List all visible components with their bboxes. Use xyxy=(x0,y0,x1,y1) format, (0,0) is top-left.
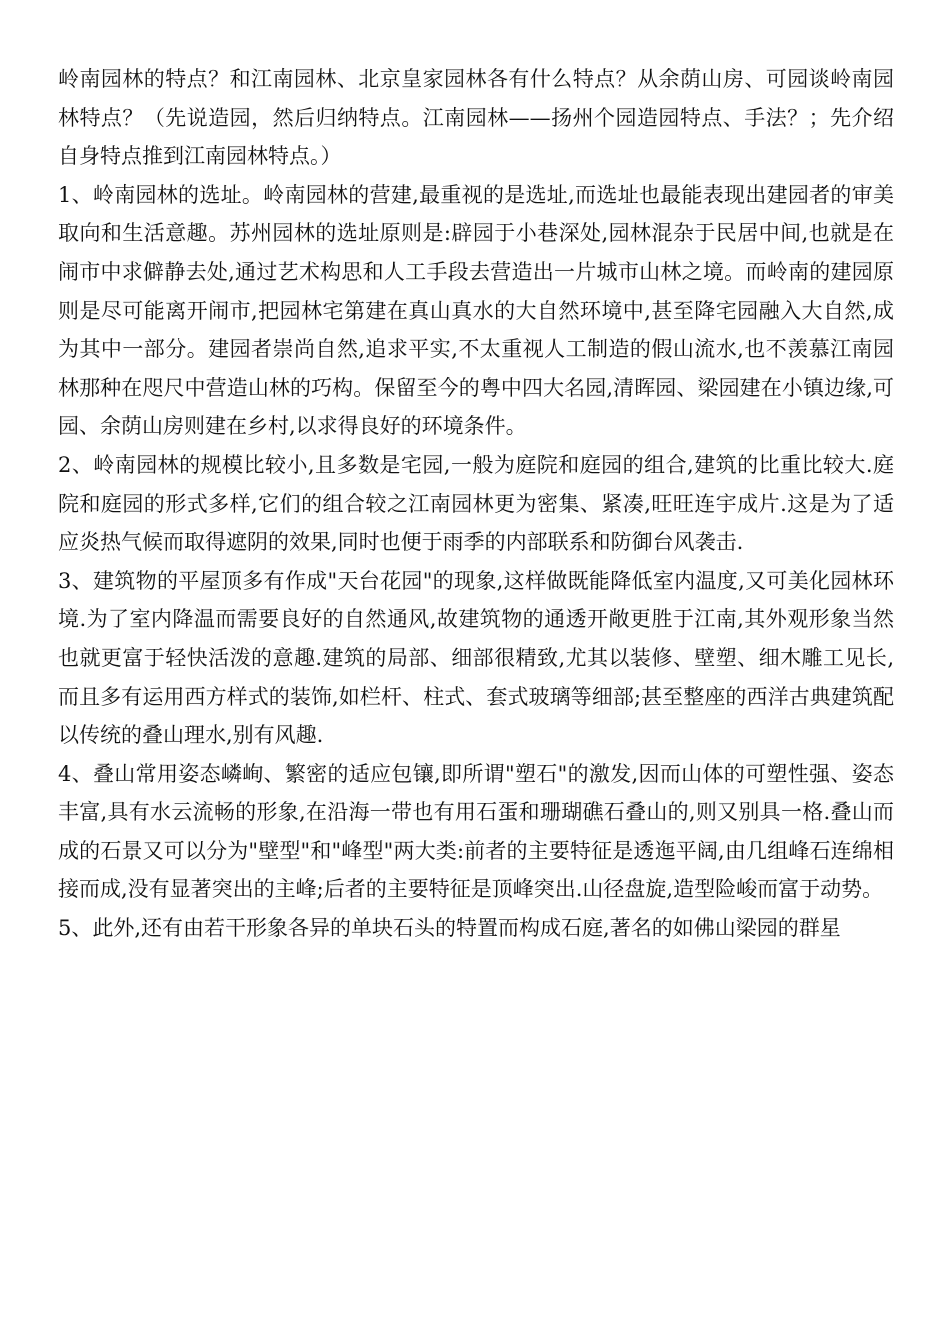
point-4-rockery-paragraph: 4、叠山常用姿态嶙峋、繁密的适应包镶,即所谓"塑石"的激发,因而山体的可塑性强、姿态丰富,具有水云流畅的形象,在沿海一带也有用石蛋和珊瑚礁石叠山的,则又别具一格.叠山而成的石景又可以分为"壁型"和"峰型"两大类:前者的主要特征是透迤平阔,由几组峰石连绵相接而成,没有显著突出的主峰;后者的主要特征是顶峰突出.山径盘旋,造型险峻而富于动势。 xyxy=(58,761,894,902)
intro-question-paragraph: 岭南园林的特点？和江南园林、北京皇家园林各有什么特点？从余荫山房、可园谈岭南园林特点？（先说造园，然后归纳特点。江南园林——扬州个园造园特点、手法？；先介绍自身特点推到江南园林特点。） xyxy=(58,67,894,169)
document-page xyxy=(58,60,894,948)
point-5-stone-court-paragraph: 5、此外,还有由若干形象各异的单块石头的特置而构成石庭,著名的如佛山梁园的群星 xyxy=(58,916,841,941)
point-3-architecture-paragraph: 3、建筑物的平屋顶多有作成"天台花园"的现象,这样做既能降低室内温度,又可美化园林环境.为了室内降温而需要良好的自然通风,故建筑物的通透开敞更胜于江南,其外观形象当然也就更富于轻快活泼的意趣.建筑的局部、细部很精致,尤其以装修、壁塑、细木雕工见长,而且多有运用西方样式的装饰,如栏杆、柱式、套式玻璃等细部;甚至整座的西洋古典建筑配以传统的叠山理水,别有风趣. xyxy=(58,568,894,748)
point-2-scale-paragraph: 2、岭南园林的规模比较小,且多数是宅园,一般为庭院和庭园的组合,建筑的比重比较大.庭院和庭园的形式多样,它们的组合较之江南园林更为密集、紧凑,旺旺连宇成片.这是为了适应炎热气候而取得遮阴的效果,同时也便于雨季的内部联系和防御台风袭击. xyxy=(58,452,894,555)
point-1-site-selection-paragraph: 1、岭南园林的选址。岭南园林的营建,最重视的是选址,而选址也最能表现出建园者的审美取向和生活意趣。苏州园林的选址原则是:辟园于小巷深处,园林混杂于民居中间,也就是在闹市中求僻静去处,通过艺术构思和人工手段去营造出一片城市山林之境。而岭南的建园原则是尽可能离开闹市,把园林宅第建在真山真水的大自然环境中,甚至降宅园融入大自然,成为其中一部分。建园者崇尚自然,追求平实,不太重视人工制造的假山流水,也不羡慕江南园林那种在咫尺中营造山林的巧构。保留至今的粤中四大名园,清晖园、梁园建在小镇边缘,可园、余荫山房则建在乡村,以求得良好的环境条件。 xyxy=(58,182,894,439)
